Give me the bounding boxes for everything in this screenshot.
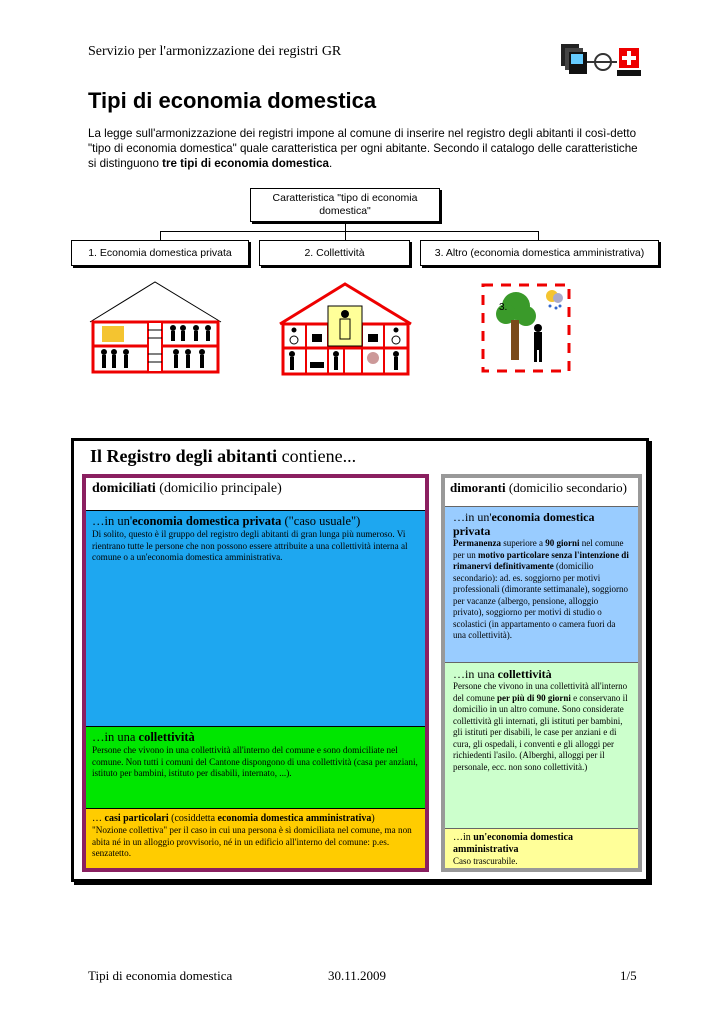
dim-coll-t3: e conservano il domicilio in un altro comune. Sono considerate collettività gli internati, gli istituti per bambini, gli istituti per disabili, le case per anziani e di cura, gli ospedali, i conventi e gli alloggi per richiedenti l'asilo. (Alberghi, alloggi per il personale, ecc. non sono collettività.) [453, 692, 628, 772]
header-text: Servizio per l'armonizzazione dei registri GR [88, 44, 342, 59]
dimoranti-private-cell [445, 506, 638, 662]
footer-title: Tipi di economia domestica [88, 968, 233, 983]
dom-private-rest: ("caso usuale") [281, 514, 361, 528]
dimoranti-admin-cell [445, 828, 638, 868]
dim-private-t6: (domicilio secondario): ad. es. soggiorno per motivi professionali (dimorante settimanale), soggiorno per vacanze (albergo, pensione, alloggio privato), soggiorno per motivi di studio o scolastici (in appartamento o camera fuori da una collettività). [453, 561, 628, 640]
tree-child-collective [259, 240, 410, 266]
registry-title [90, 446, 356, 467]
domiciliati-private-cell [86, 510, 425, 726]
dim-coll-t2: per più di 90 giorni [497, 692, 571, 703]
dom-coll-pre: …in una [92, 730, 139, 744]
dim-coll-t1: Persone che vivono in una collettività all'interno del comune [453, 681, 628, 703]
dim-adm-pre: …in [453, 832, 474, 843]
administrative-household-icon [480, 282, 572, 374]
private-household-house-icon [88, 280, 223, 375]
dimoranti-head-rest: (domicilio secondario) [505, 480, 627, 495]
footer-page-number: 1/5 [620, 968, 637, 983]
domiciliati-head-bold: domiciliati [92, 481, 156, 496]
dim-private-bold: economia domestica privata [453, 510, 595, 538]
domiciliati-collective-cell [86, 726, 425, 808]
page-title: Tipi di economia domestica [88, 88, 377, 113]
dom-private-bold: economia domestica privata [132, 514, 282, 528]
tree-child-other-label: 3. Altro (economia domestica amministrativa) [434, 246, 645, 259]
domiciliati-panel [82, 474, 429, 872]
dom-coll-bold: collettività [138, 730, 195, 744]
dom-spec-end: ) [371, 813, 375, 824]
domiciliati-header [86, 478, 425, 510]
dimoranti-collective-cell [445, 662, 638, 828]
dim-private-t2: superiore a [500, 538, 546, 548]
dim-private-t3: 90 giorni [545, 538, 580, 548]
tree-connector-horizontal [160, 231, 538, 232]
intro-paragraph [88, 126, 648, 171]
dimoranti-head-bold: dimoranti [450, 480, 506, 495]
registry-title-rest: contiene... [277, 446, 357, 466]
registry-logo [555, 40, 645, 85]
dim-adm-bold: un'economia domestica amministrativa [453, 832, 573, 855]
dimoranti-panel [441, 474, 642, 872]
dim-private-pre: …in un' [453, 510, 492, 524]
dom-spec-bold2: economia domestica amministrativa [217, 813, 372, 824]
tree-child-other [420, 240, 659, 266]
tree-connector-3 [538, 231, 539, 240]
registry-title-bold: Il Registro degli abitanti [90, 446, 278, 466]
dom-private-text: Di solito, questo è il gruppo del registro degli abitanti di gran lunga più numeroso. Vi rientrano tutte le persone che non possono essere attribuite a una collettività interna al comune o a un'economia domestica amministrativa. [92, 529, 408, 562]
dom-coll-text: Persone che vivono in una collettività all'interno del comune e sono domiciliate nel comune. Non tutti i comuni del Cantone dispongono di una collettività (casa per anziani, istituto per bambini, istituto per disabili, internato, ...). [92, 745, 418, 778]
dim-adm-text: Caso trascurabile. [453, 856, 518, 866]
dim-coll-bold: collettività [497, 667, 552, 681]
tree-child-private [71, 240, 249, 266]
tree-child-private-label: 1. Economia domestica privata [88, 246, 232, 259]
domiciliati-special-cell [86, 808, 425, 868]
dom-spec-pre: … [92, 813, 105, 824]
intro-end: . [328, 157, 333, 170]
tree-root-label: Caratteristica "tipo di economia domestica" [272, 192, 418, 217]
domiciliati-head-rest: (domicilio principale) [155, 481, 282, 496]
dim-private-t1: Permanenza [453, 538, 501, 548]
dimoranti-header [445, 478, 638, 506]
collective-house-icon [278, 282, 413, 377]
intro-text: La legge sull'armonizzazione dei registri impone al comune di inserire nel registro degli abitanti il così-detto "tipo di economia domestica" quale caratteristica per ogni abitante. Secondo il catalogo delle caratteristiche si distinguono [88, 127, 638, 170]
dim-coll-pre: …in una [453, 667, 498, 681]
tree-root-box [250, 188, 440, 222]
dom-spec-text: "Nozione collettiva" per il caso in cui una persona è sì domiciliata nel comune, ma non abita né in un alloggio provvisorio, né in un edificio all'interno del comune: p.es. senzatetto. [92, 825, 412, 858]
dom-private-pre: …in un' [92, 514, 133, 528]
third-illustration-label: 3. [499, 302, 508, 313]
dom-spec-mid: (cosiddetta [168, 813, 218, 824]
dim-private-t5: motivo particolare senza l'intenzione di rimanervi definitivamente [453, 549, 629, 571]
intro-bold: tre tipi di economia domestica [162, 157, 329, 170]
dom-spec-bold: casi particolari [104, 813, 169, 824]
tree-child-collective-label: 2. Collettività [304, 246, 365, 259]
tree-connector-1 [160, 231, 161, 240]
footer-date: 30.11.2009 [328, 968, 387, 983]
dim-private-t4: nel comune per un [453, 538, 624, 560]
